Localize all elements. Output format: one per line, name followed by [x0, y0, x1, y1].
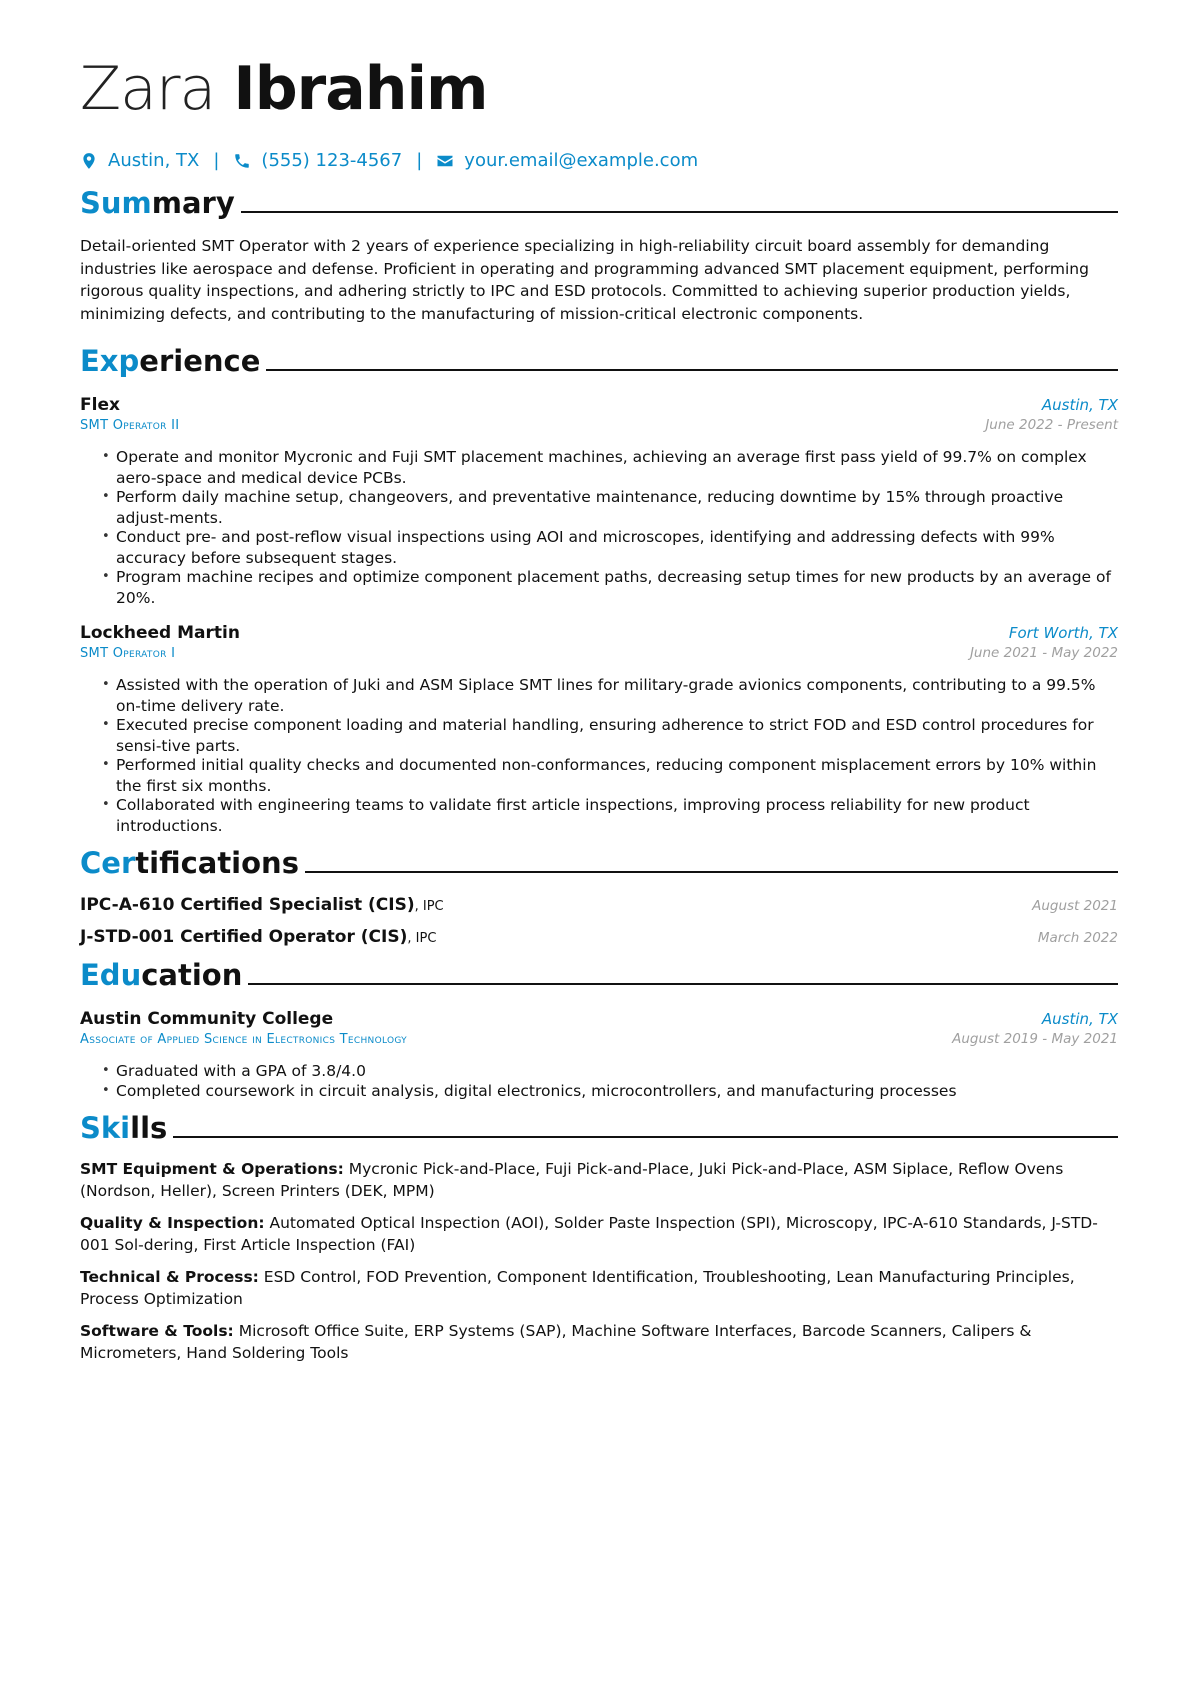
certification-name: IPC-A-610 Certified Specialist (CIS)	[80, 895, 415, 915]
contact-separator: |	[213, 150, 220, 171]
skill-text: Mycronic Pick-and-Place, Fuji Pick-and-Place, Juki Pick-and-Place, ASM Siplace, Reflow Ovens (Nordson, Heller), Screen Printers (DEK, MPM)	[80, 1160, 1064, 1200]
section-rule	[241, 211, 1118, 213]
section-title: Education	[80, 958, 243, 992]
list-item: • Completed coursework in circuit analysis, digital electronics, microcontrollers, and manufacturing processes	[116, 1081, 1118, 1102]
skill-group	[80, 1212, 1118, 1256]
list-item: • Conduct pre- and post-reflow visual inspections using AOI and microscopes, identifying and addressing defects with 99% accuracy before subsequent stages.	[116, 527, 1118, 568]
list-item: • Perform daily machine setup, changeovers, and preventative maintenance, reducing downtime by 15% through proactive adjust-ments.	[116, 487, 1118, 528]
list-item: • Collaborated with engineering teams to validate first article inspections, improving process reliability for new product introductions.	[116, 795, 1118, 836]
skills-heading	[80, 1110, 1118, 1146]
list-item: • Program machine recipes and optimize component placement paths, decreasing setup times for new products by an average of 20%.	[116, 567, 1118, 608]
first-name: Zara	[80, 54, 216, 124]
section-rule	[173, 1136, 1118, 1138]
list-item: • Graduated with a GPA of 3.8/4.0	[116, 1061, 1118, 1082]
skill-label: Technical & Process:	[80, 1268, 259, 1286]
experience-entry	[80, 623, 1118, 836]
school-location: Austin, TX	[1041, 1010, 1118, 1028]
skill-group	[80, 1320, 1118, 1364]
contact-bar	[80, 150, 1118, 171]
section-rule	[305, 871, 1118, 873]
skill-group	[80, 1158, 1118, 1202]
job-title: SMT Operator I	[80, 646, 176, 661]
list-item: • Operate and monitor Mycronic and Fuji SMT placement machines, achieving an average first pass yield of 99.7% on complex aero-space and medical device PCBs.	[116, 447, 1118, 488]
envelope-icon	[436, 152, 454, 170]
job-dates: June 2021 - May 2022	[969, 645, 1118, 661]
certification-date: August 2021	[1032, 898, 1118, 914]
education-heading	[80, 957, 1118, 993]
last-name: Ibrahim	[233, 54, 488, 124]
job-title: SMT Operator II	[80, 418, 180, 433]
certification-name: J-STD-001 Certified Operator (CIS)	[80, 927, 408, 947]
summary-heading	[80, 185, 1118, 221]
section-rule	[266, 369, 1118, 371]
certification-item	[80, 895, 1118, 915]
contact-separator: |	[416, 150, 423, 171]
skill-text: Automated Optical Inspection (AOI), Solder Paste Inspection (SPI), Microscopy, IPC-A-610 Standards, J-STD-001 Sol-dering, First Article Inspection (FAI)	[80, 1214, 1098, 1254]
skill-label: Quality & Inspection:	[80, 1214, 265, 1232]
job-bullets	[80, 675, 1118, 836]
list-item: • Executed precise component loading and material handling, ensuring adherence to strict FOD and ESD control procedures for sensi-tive parts.	[116, 715, 1118, 756]
section-title: Summary	[80, 186, 235, 220]
map-pin-icon	[80, 152, 98, 170]
certifications-heading	[80, 845, 1118, 881]
certification-issuer: , IPC	[414, 899, 444, 914]
job-bullets	[80, 447, 1118, 608]
list-item: • Assisted with the operation of Juki and ASM Siplace SMT lines for military-grade avionics components, contributing to a 99.5% on-time delivery rate.	[116, 675, 1118, 716]
email-text: your.email@example.com	[464, 150, 699, 171]
education-entry	[80, 1009, 1118, 1101]
company-name: Flex	[80, 395, 120, 415]
certification-item	[80, 927, 1118, 947]
section-rule	[248, 983, 1118, 985]
skill-text: Microsoft Office Suite, ERP Systems (SAP), Machine Software Interfaces, Barcode Scanners, Calipers & Micrometers, Hand Soldering Tools	[80, 1322, 1032, 1362]
certification-date: March 2022	[1037, 930, 1118, 946]
education-dates: August 2019 - May 2021	[952, 1031, 1118, 1047]
skill-group	[80, 1266, 1118, 1310]
skill-label: Software & Tools:	[80, 1322, 234, 1340]
skill-text: ESD Control, FOD Prevention, Component Identification, Troubleshooting, Lean Manufacturing Principles, Process Optimization	[80, 1268, 1075, 1308]
section-title: Skills	[80, 1111, 168, 1145]
candidate-name	[80, 44, 1118, 134]
experience-heading	[80, 343, 1118, 379]
skill-label: SMT Equipment & Operations:	[80, 1160, 344, 1178]
job-location: Fort Worth, TX	[1008, 624, 1118, 642]
phone-text: (555) 123-4567	[261, 150, 403, 171]
job-location: Austin, TX	[1041, 396, 1118, 414]
job-dates: June 2022 - Present	[985, 417, 1118, 433]
contact-email[interactable]	[436, 150, 698, 171]
school-name: Austin Community College	[80, 1009, 334, 1029]
section-title: Certifications	[80, 846, 299, 880]
education-bullets	[80, 1061, 1118, 1101]
section-title: Experience	[80, 344, 261, 378]
summary-text: Detail-oriented SMT Operator with 2 years of experience specializing in high-reliability circuit board assembly for demanding industries like aerospace and defense. Proficient in operating and programming advanced SMT placement equipment, performing rigorous quality inspections, and adhering strictly to IPC and ESD protocols. Committed to achieving superior production yields, minimizing defects, and contributing to the manufacturing of mission-critical electronic components.	[80, 237, 1089, 323]
phone-icon	[233, 152, 251, 170]
contact-location	[80, 150, 199, 171]
degree-title: Associate of Applied Science in Electronics Technology	[80, 1032, 407, 1047]
experience-entry	[80, 395, 1118, 608]
certification-issuer: , IPC	[407, 931, 437, 946]
list-item: • Performed initial quality checks and documented non-conformances, reducing component misplacement errors by 10% within the first six months.	[116, 755, 1118, 796]
company-name: Lockheed Martin	[80, 623, 240, 643]
contact-phone[interactable]	[233, 150, 402, 171]
location-text: Austin, TX	[108, 150, 200, 171]
